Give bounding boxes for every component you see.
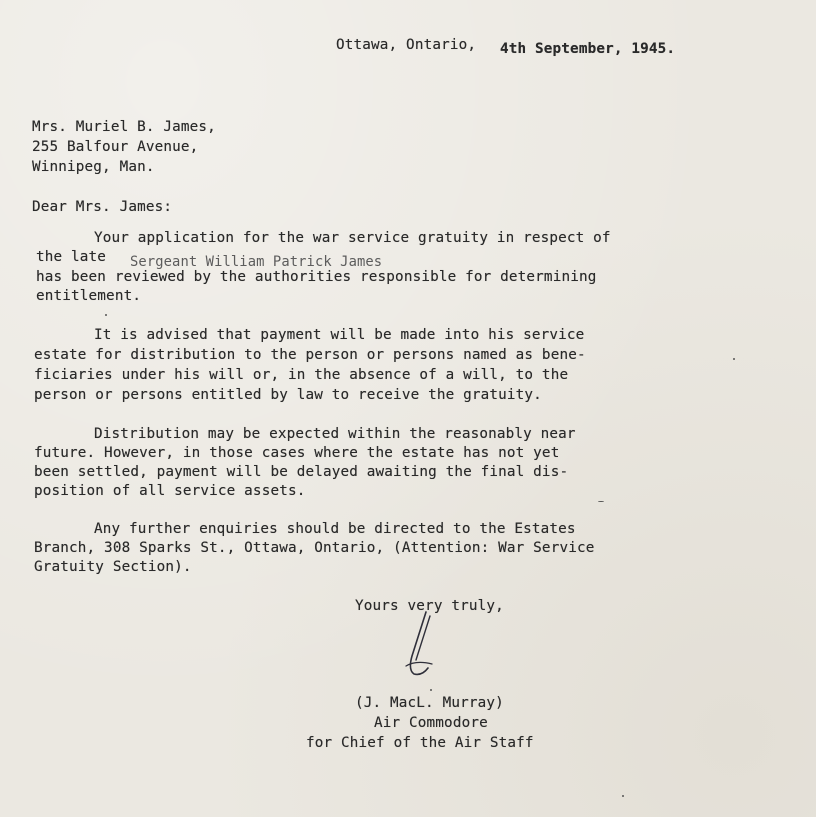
paragraph1-line1: Your application for the war service gratuity in respect of [94,230,611,246]
signer-rank: Air Commodore [374,715,488,731]
paragraph2-line1: It is advised that payment will be made into his service [94,327,585,343]
paper-speck [105,314,107,316]
signer-for-line: for Chief of the Air Staff [306,735,534,751]
recipient-street: 255 Balfour Avenue, [32,139,199,155]
paper-speck [598,501,604,502]
paragraph2-line4: person or persons entitled by law to receive the gratuity. [34,387,542,403]
recipient-city: Winnipeg, Man. [32,159,155,175]
signer-name: (J. MacL. Murray) [355,695,504,711]
paragraph4-line1: Any further enquiries should be directed to the Estates [94,521,576,537]
handwritten-signature [398,608,438,680]
paragraph3-line3: been settled, payment will be delayed awaiting the final dis- [34,464,569,480]
recipient-name: Mrs. Muriel B. James, [32,119,216,135]
paragraph2-line3: ficiaries under his will or, in the absence of a will, to the [34,367,569,383]
paragraph1-line2: the late [36,249,107,265]
deceased-name: Sergeant William Patrick James [130,254,383,270]
paper-speck [430,689,432,691]
paragraph3-line2: future. However, in those cases where the estate has not yet [34,445,560,461]
dateline-place: Ottawa, Ontario, [336,37,477,53]
paragraph4-line2: Branch, 308 Sparks St., Ottawa, Ontario, (Attention: War Service [34,540,595,556]
salutation: Dear Mrs. James: [32,199,173,215]
closing: Yours very truly, [355,598,504,614]
paper-speck [622,795,624,797]
dateline-date: 4th September, 1945. [500,41,676,57]
paragraph1-line3: has been reviewed by the authorities responsible for determining [36,269,597,285]
paragraph3-line1: Distribution may be expected within the reasonably near [94,426,576,442]
paragraph1-line4: entitlement. [36,288,142,304]
paper-speck [733,358,735,360]
paragraph2-line2: estate for distribution to the person or persons named as bene- [34,347,586,363]
paragraph4-line3: Gratuity Section). [34,559,192,575]
paragraph3-line4: position of all service assets. [34,483,306,499]
